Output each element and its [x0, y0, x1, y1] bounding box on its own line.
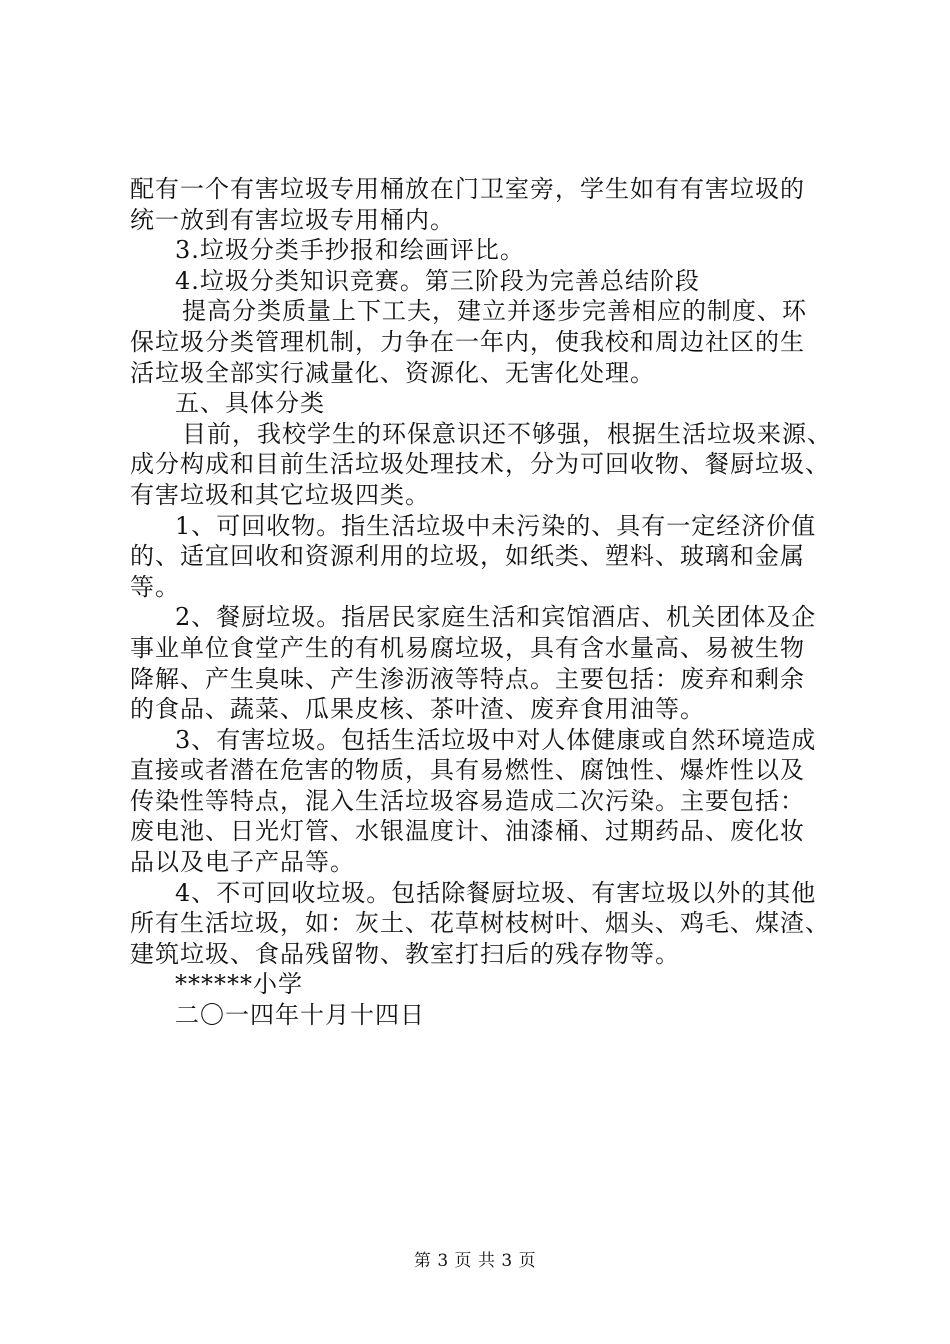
- signature-date: 二〇一四年十月十四日: [175, 1001, 425, 1030]
- text-line: 所有生活垃圾，如：灰土、花草树枝树叶、烟头、鸡毛、煤渣、: [130, 909, 830, 938]
- text-line: 事业单位食堂产生的有机易腐垃圾，具有含水量高、易被生物: [130, 633, 805, 662]
- text-line: 统一放到有害垃圾专用桶内。: [130, 205, 455, 234]
- text-line: 配有一个有害垃圾专用桶放在门卫室旁，学生如有有害垃圾的: [130, 175, 805, 203]
- text-line: 降解、产生臭味、产生渗沥液等特点。主要包括：废弃和剩余: [130, 664, 805, 693]
- text-line: 废电池、日光灯管、水银温度计、油漆桶、过期药品、废化妆: [130, 817, 805, 846]
- text-line: 3.垃圾分类手抄报和绘画评比。: [175, 236, 525, 265]
- text-line: 品以及电子产品等。: [130, 848, 355, 877]
- text-line: 1、可回收物。指生活垃圾中未污染的、具有一定经济价值: [175, 511, 817, 540]
- text-line: 2、餐厨垃圾。指居民家庭生活和宾馆酒店、机关团体及企: [175, 603, 817, 632]
- text-line: 活垃圾全部实行减量化、资源化、无害化处理。: [130, 358, 655, 387]
- text-line: 目前，我校学生的环保意识还不够强，根据生活垃圾来源、: [182, 419, 832, 448]
- page-footer: 第 3 页 共 3 页: [413, 1251, 537, 1271]
- text-line: 提高分类质量上下工夫，建立并逐步完善相应的制度、环: [182, 297, 807, 326]
- text-line: 4、不可回收垃圾。包括除餐厨垃圾、有害垃圾以外的其他: [175, 878, 817, 907]
- document-body: [130, 174, 830, 1031]
- text-line: 等。: [130, 572, 180, 601]
- text-line: 的食品、蔬菜、瓜果皮核、茶叶渣、废弃食用油等。: [130, 695, 705, 724]
- text-line: 有害垃圾和其它垃圾四类。: [130, 480, 430, 509]
- text-line: 建筑垃圾、食品残留物、教室打扫后的残存物等。: [130, 939, 680, 968]
- text-line: 成分构成和目前生活垃圾处理技术，分为可回收物、餐厨垃圾、: [130, 450, 830, 479]
- text-line: 3、有害垃圾。包括生活垃圾中对人体健康或自然环境造成: [175, 725, 817, 754]
- signature-school: ******小学: [175, 970, 303, 999]
- text-line: 直接或者潜在危害的物质，具有易燃性、腐蚀性、爆炸性以及: [130, 756, 805, 785]
- text-line: 的、适宜回收和资源利用的垃圾，如纸类、塑料、玻璃和金属: [130, 542, 805, 571]
- text-line: 传染性等特点，混入生活垃圾容易造成二次污染。主要包括：: [130, 786, 805, 815]
- text-line: 4.垃圾分类知识竞赛。第三阶段为完善总结阶段: [175, 266, 700, 295]
- section-heading: 五、具体分类: [175, 389, 325, 418]
- text-line: 保垃圾分类管理机制，力争在一年内，使我校和周边社区的生: [130, 327, 805, 356]
